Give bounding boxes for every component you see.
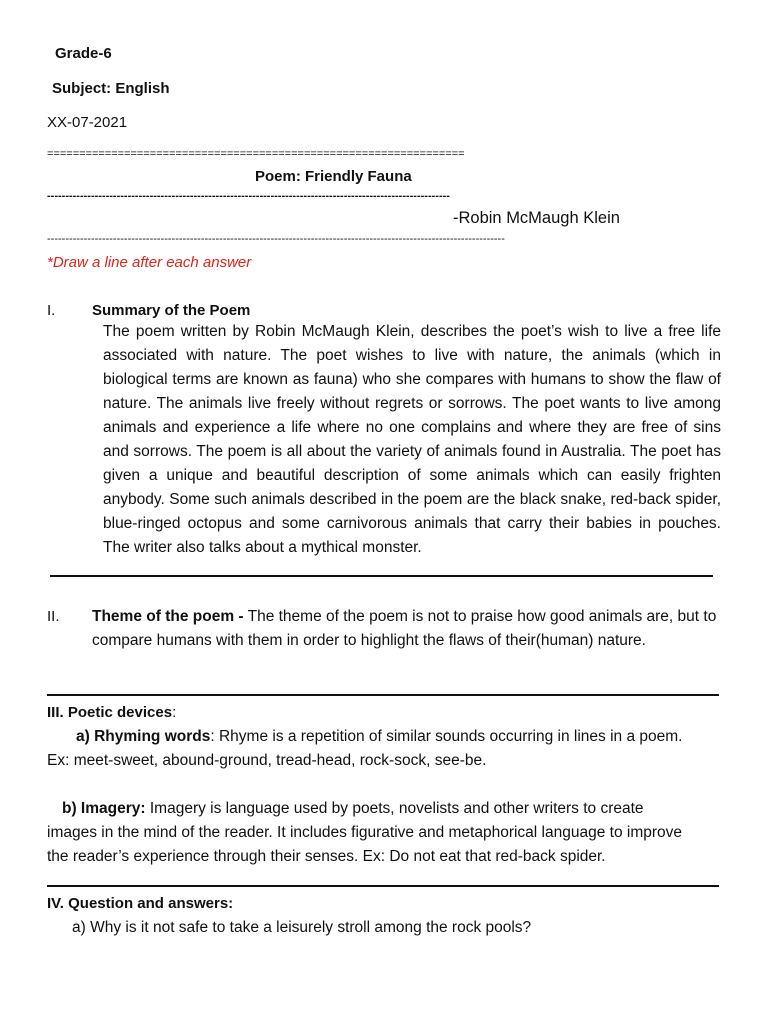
section-heading: Summary of the Poem xyxy=(92,302,251,319)
date-label: XX-07-2021 xyxy=(47,114,128,131)
separator-dashes-bold: -------------------------------------------------------------------------------------------------------------- xyxy=(47,190,450,202)
imagery-label: b) Imagery: xyxy=(62,800,146,817)
answer-line xyxy=(47,885,719,887)
imagery-text: Imagery is language used by poets, novelists and other writers to create images in the mind of the reader. It includes figurative and metaphorical language to improve the reader’s experience through their senses. Ex: Do not eat that red-back spider. xyxy=(47,800,683,865)
rhyming-text: : Rhyme is a repetition of similar sounds occurring in lines in a poem. xyxy=(210,728,683,745)
poem-author: -Robin McMaugh Klein xyxy=(453,209,620,227)
question-a: a) Why is it not safe to take a leisurely stroll among the rock pools? xyxy=(72,919,532,936)
grade-label: Grade-6 xyxy=(55,45,112,62)
rhyming-line xyxy=(76,728,682,746)
subject-label: Subject: English xyxy=(52,80,170,97)
devices-heading-wrap xyxy=(47,704,176,721)
imagery-paragraph xyxy=(47,797,687,869)
qa-heading: IV. Question and answers: xyxy=(47,895,234,912)
answer-line xyxy=(50,575,713,577)
section-numeral: II. xyxy=(47,608,60,625)
theme-paragraph xyxy=(92,605,722,653)
separator-dashes: ----------------------------------------------------------------------------------------------------------------------------- xyxy=(47,233,505,245)
theme-heading: Theme of the poem - xyxy=(92,608,244,625)
instruction-note: *Draw a line after each answer xyxy=(47,254,252,271)
devices-colon: : xyxy=(172,704,177,721)
rhyming-label: a) Rhyming words xyxy=(76,728,211,745)
separator-equals: ================================================================= xyxy=(47,148,465,160)
summary-paragraph: The poem written by Robin McMaugh Klein, describes the poet’s wish to live a free life associated with nature. The poet wishes to live with nature, the animals (which in biological terms are known as fauna) who she compares with humans to show the flaw of nature. The animals live freely without regrets or sorrows. The poet wants to live among animals and experience a life where no one complains and where they are free of sins and sorrows. The poem is all about the variety of animals found in Australia. The poet has given a unique and beautiful description of some animals which can easily frighten anybody. Some such animals described in the poem are the black snake, red-back spider, blue-ringed octopus and some carnivorous animals that carry their babies in pouches. The writer also talks about a mythical monster. xyxy=(103,323,721,556)
answer-line xyxy=(47,694,719,696)
theme-text: The theme of the poem is not to praise how good animals are, but to compare humans with them in order to highlight the flaws of their(human) nature. xyxy=(92,608,717,649)
rhyming-examples: Ex: meet-sweet, abound-ground, tread-head, rock-sock, see-be. xyxy=(47,752,487,769)
section-numeral: I. xyxy=(47,302,56,319)
poem-title: Poem: Friendly Fauna xyxy=(255,168,412,185)
devices-heading: III. Poetic devices xyxy=(47,704,173,721)
